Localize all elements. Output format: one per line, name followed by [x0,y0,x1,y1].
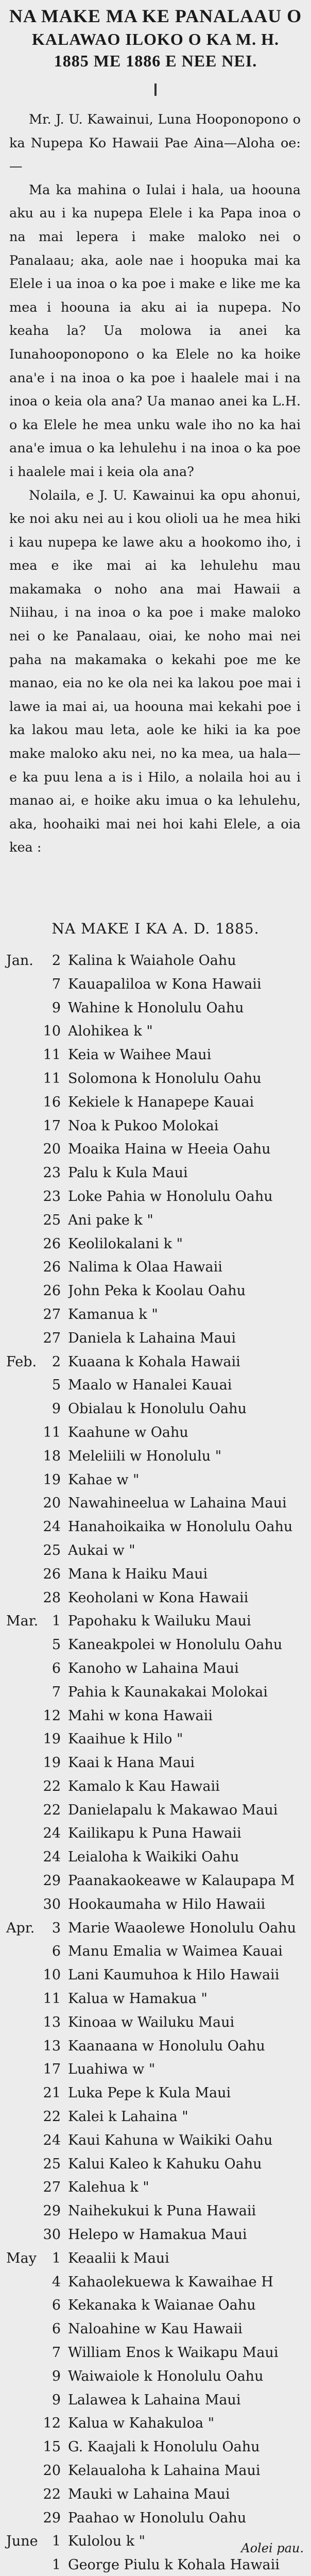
entry-day: 6 [51,1660,61,1676]
entry-name: Kekanaka k Waianae Oahu [68,2297,256,2314]
entry-day: 20 [43,1495,61,1512]
entry-day: 6 [51,2321,61,2337]
entry-name: Mana k Haiku Maui [68,1566,208,1582]
entry-name: Kailikapu k Puna Hawaii [68,1825,241,1842]
entry-day: 6 [51,1943,61,1960]
list-item [0,1657,311,1681]
list-item [0,1091,311,1114]
list-item [0,1775,311,1799]
list-item [0,1727,311,1751]
entry-day: 5 [51,1637,61,1653]
entry-name: Kalui Kaleo k Kahuku Oahu [68,2156,262,2172]
continued-note: Aolei pau. [241,2541,304,2555]
entry-day: 9 [51,2392,61,2408]
headline-line-2: KALAWAO ILOKO O KA M. H. [31,30,280,48]
list-item [0,1327,311,1350]
entry-name: Kalehua k " [68,2179,149,2196]
entry-name: Solomona k Honolulu Oahu [68,1070,262,1087]
list-item [0,1751,311,1775]
entry-day: 2 [51,953,61,969]
entry-month: Mar. [6,1613,39,1630]
entry-day: 23 [43,1165,61,1181]
entry-name: Lalawea k Lahaina Maui [68,2392,241,2408]
entry-day: 22 [43,2486,61,2502]
entry-name: Manu Emalia w Waimea Kauai [68,1943,283,1960]
list-item [0,2412,311,2435]
entry-day: 24 [43,1519,61,1535]
entry-day: 17 [43,1117,61,1134]
list-item [0,2294,311,2317]
entry-name: Keoholani w Kona Hawaii [68,1589,249,1606]
list-item [0,1963,311,1987]
entry-day: 20 [43,2463,61,2479]
list-item [0,973,311,996]
entry-day: 29 [43,1873,61,1889]
list-item [0,2341,311,2365]
entry-day: 19 [43,1471,61,1488]
entry-day: 9 [51,1401,61,1417]
list-item [0,1421,311,1445]
entry-day: 16 [43,1094,61,1110]
list-item [0,1256,311,1279]
entry-day: 21 [43,2085,61,2102]
paragraph-1: Ma ka mahina o Iulai i hala, ua hoouna aku au i ka nupepa Elele i ka Papa inoa o na mai lepera i make maloko nei o Panalaau; aka, aole nae i hoopuka mai ka Elele i ua inoa o ka poe i make e like me ka mea i hoouna ia aku ai ia nupepa. No keaha la? Ua molowa ia anei ka Iunahooponopono o ka Elele no ka hoike ana'e i na inoa o ka poe i haalele mai i na inoa o keia ola ana? Ua manao anei ka L.H. o ka Elele he mea unku wale iho no ka hai ana'e imua o ka lehulehu i na inoa o ka poe i haalele mai i keia ola ana? [9,182,301,480]
list-item [0,1209,311,1232]
entry-name: Lani Kaumuhoa k Hilo Hawaii [68,1967,280,1984]
entry-name: Kamanua k " [68,1306,158,1323]
entry-name: Noa k Pukoo Molokai [68,1117,219,1134]
list-item [0,1374,311,1397]
entry-name: Kahae w " [68,1471,140,1488]
entry-day: 13 [43,2038,61,2054]
entry-name: Luahiwa w " [68,2061,156,2078]
list-item [0,1633,311,1657]
entry-day: 26 [43,1566,61,1582]
entry-day: 6 [51,2297,61,2314]
entry-name: Kalina k Waiahole Oahu [68,953,236,969]
entry-day: 19 [43,1731,61,1748]
list-item [0,2247,311,2270]
entry-month: May [6,2250,37,2266]
entry-name: Keia w Waihee Maui [68,1047,212,1063]
list-item [0,1303,311,1327]
entry-month: Jan. [6,953,33,969]
list-item [0,1563,311,1586]
entry-day: 10 [43,1967,61,1984]
entry-day: 7 [51,1684,61,1700]
entry-name: Kelaualoha k Lahaina Maui [68,2463,261,2479]
entry-day: 19 [43,1755,61,1771]
list-item [0,1586,311,1610]
list-item [0,1161,311,1185]
entry-name: Kaanaana w Honolulu Oahu [68,2038,265,2054]
list-item [0,1350,311,1374]
entry-month: June [6,2533,38,2550]
entry-name: Naihekukui k Puna Hawaii [68,2203,256,2219]
list-item [0,1020,311,1043]
entry-day: 26 [43,1283,61,1299]
list-item [0,1799,311,1822]
entry-day: 7 [51,976,61,992]
list-item [0,1232,311,1256]
entry-name: Aukai w " [68,1542,135,1558]
entry-month: Apr. [6,1920,35,1936]
entry-day: 29 [43,2510,61,2526]
list-item [0,1609,311,1633]
entry-name: Keolilokalani k " [68,1235,183,1252]
entry-name: Keaalii k Maui [68,2250,169,2266]
list-item [0,1114,311,1138]
entry-name: Kulolou k " [68,2533,146,2550]
entry-day: 22 [43,1778,61,1794]
entry-name: Palu k Kula Maui [68,1165,188,1181]
entry-day: 1 [51,2557,61,2573]
entry-name: Paanakaokeawe w Kalaupapa M [68,1873,295,1889]
list-item [0,2081,311,2105]
entry-name: Kaui Kahuna w Waikiki Oahu [68,2132,273,2148]
list-item [0,2153,311,2176]
list-item [0,2223,311,2247]
list-item [0,1940,311,1963]
list-item [0,2199,311,2223]
entry-name: Kalua w Kahakuloa " [68,2415,215,2432]
list-item [0,1043,311,1067]
entry-day: 10 [43,1023,61,1040]
entry-name: Leialoha k Waikiki Oahu [68,1849,239,1866]
entry-day: 20 [43,1141,61,1158]
entry-day: 5 [51,1377,61,1394]
entry-name: Waiwaiole k Honolulu Oahu [68,2368,264,2384]
entry-day: 1 [51,2250,61,2266]
article-body [9,108,301,860]
entry-day: 24 [43,1825,61,1842]
entry-name: G. Kaajali k Honolulu Oahu [68,2439,260,2455]
list-item [0,1822,311,1845]
paragraph-salutation: Mr. J. U. Kawainui, Luna Hooponopono o ka Nupepa Ko Hawaii Pae Aina—Aloha oe:— [9,112,301,175]
entry-name: Hanahoikaika w Honolulu Oahu [68,1519,293,1535]
list-item [0,1704,311,1728]
entry-name: Danielapalu k Makawao Maui [68,1802,278,1818]
entry-day: 24 [43,2132,61,2148]
entry-day: 7 [51,2345,61,2361]
entry-name: Moaika Haina w Heeia Oahu [68,1141,271,1158]
list-item [0,1845,311,1869]
list-item [0,1067,311,1091]
list-item [0,2365,311,2388]
headline-line-1: NA MAKE MA KE PANALAAU O [9,6,302,26]
entry-name: Obialau k Honolulu Oahu [68,1401,247,1417]
entry-name: Luka Pepe k Kula Maui [68,2085,231,2102]
list-item [0,1869,311,1893]
entry-name: Kaneakpolei w Honolulu Oahu [68,1637,283,1653]
list-item [0,1397,311,1421]
list-item [0,1279,311,1303]
list-item [0,2483,311,2506]
death-list [0,949,311,2576]
entry-day: 27 [43,1306,61,1323]
list-item [0,1893,311,1917]
entry-day: 25 [43,1212,61,1228]
entry-name: Naloahine w Kau Hawaii [68,2321,243,2337]
entry-day: 24 [43,1849,61,1866]
entry-name: Meleliili w Honolulu " [68,1448,222,1464]
entry-name: Mauki w Lahaina Maui [68,2486,230,2502]
entry-name: Alohikea k " [68,1023,153,1040]
list-item [0,2270,311,2294]
entry-name: Kekiele k Hanapepe Kauai [68,1094,254,1110]
entry-day: 2 [51,1353,61,1370]
entry-name: Loke Pahia w Honolulu Oahu [68,1188,273,1205]
entry-name: John Peka k Koolau Oahu [68,1283,246,1299]
entry-day: 29 [43,2203,61,2219]
entry-name: Marie Waaolewe Honolulu Oahu [68,1920,297,1936]
entry-name: Kalua w Hamakua " [68,1991,208,2007]
entry-day: 25 [43,1542,61,1558]
entry-day: 9 [51,2368,61,2384]
list-item [0,2176,311,2199]
entry-day: 9 [51,999,61,1016]
entry-name: Daniela k Lahaina Maui [68,1330,236,1346]
entry-day: 12 [43,2415,61,2432]
list-item [0,2011,311,2035]
entry-day: 13 [43,2014,61,2030]
entry-name: Kamalo k Kau Hawaii [68,1778,220,1794]
entry-name: Kanoho w Lahaina Maui [68,1660,239,1676]
entry-name: Kinoaa w Wailuku Maui [68,2014,235,2030]
list-item [0,1445,311,1468]
list-item [0,1539,311,1563]
entry-day: 28 [43,1589,61,1606]
list-item [0,1515,311,1539]
entry-name: Wahine k Honolulu Oahu [68,999,244,1016]
entry-day: 17 [43,2061,61,2078]
entry-name: Pahia k Kaunakakai Molokai [68,1684,268,1700]
headline-line-3: 1885 ME 1886 E NEE NEI. [54,52,257,70]
list-item [0,1987,311,2011]
entry-day: 27 [43,1330,61,1346]
list-item [0,2129,311,2153]
list-item [0,2035,311,2058]
entry-name: Ani pake k " [68,1212,153,1228]
entry-name: Maalo w Hanalei Kauai [68,1377,232,1394]
entry-day: 30 [43,1896,61,1912]
list-item [0,1138,311,1161]
list-item [0,2553,311,2576]
entry-name: Papohaku k Wailuku Maui [68,1613,251,1630]
entry-day: 26 [43,1259,61,1276]
list-item [0,1681,311,1704]
entry-day: 11 [43,1047,61,1063]
list-item [0,1185,311,1209]
list-item [0,2388,311,2412]
entry-name: Nawahineelua w Lahaina Maui [68,1495,287,1512]
entry-day: 23 [43,1188,61,1205]
list-item [0,2506,311,2530]
entry-name: Paahao w Honolulu Oahu [68,2510,247,2526]
entry-day: 25 [43,2156,61,2172]
list-item [0,2105,311,2129]
entry-name: Kaai k Hana Maui [68,1755,195,1771]
list-item [0,2058,311,2081]
list-item [0,1917,311,1940]
entry-day: 1 [51,1613,61,1630]
entry-name: Kauapaliloa w Kona Hawaii [68,976,262,992]
entry-day: 4 [51,2274,61,2290]
entry-day: 11 [43,1991,61,2007]
list-item [0,949,311,973]
entry-day: 26 [43,1235,61,1252]
entry-day: 15 [43,2439,61,2455]
paragraph-2: Nolaila, e J. U. Kawainui ka opu ahonui, ke noi aku nei au i kou olioli ua he mea hiki i kau nupepa ke lawe aku a hookomo iho, i mea e ike mai ai ka lehulehu mau makamaka o noho ana mai Hawaii a Niihau, i na inoa o ka poe i make maloko nei o ke Panalaau, oiai, ke noho mai nei paha na makamaka o kekahi poe me ke manao, eia no ke ola nei ka lakou poe mai i lawe ia mai ai, ua hoouna mai kekahi poe i ka lakou mau leta, aole ke hiki ia ka poe make maloko aku nei, no ka mea, ua hala—e ka puu lena a is i Hilo, a nolaila hoi au i manao ai, e hoike aku imua o ka lehulehu, aka, hoohaiki mai nei hoi kahi Elele, a oia kea : [9,487,301,856]
death-list-title: NA MAKE I KA A. D. 1885. [51,920,260,937]
entry-name: Kahaolekuewa k Kawaihae H [68,2274,273,2290]
entry-day: 18 [43,1448,61,1464]
list-item [0,2317,311,2341]
list-item [0,1468,311,1492]
entry-name: Hookaumaha w Hilo Hawaii [68,1896,266,1912]
entry-name: George Piulu k Kohala Hawaii [68,2557,280,2573]
list-item [0,2459,311,2483]
entry-day: 30 [43,2227,61,2243]
entry-day: 3 [51,1920,61,1936]
entry-day: 22 [43,2109,61,2125]
entry-month: Feb. [6,1353,37,1370]
entry-day: 22 [43,1802,61,1818]
entry-day: 1 [51,2533,61,2550]
entry-name: Kaaihue k Hilo " [68,1731,183,1748]
entry-name: Kaahune w Oahu [68,1424,188,1440]
entry-name: Kalei k Lahaina " [68,2109,188,2125]
entry-name: Mahi w kona Hawaii [68,1707,213,1724]
entry-day: 11 [43,1424,61,1440]
entry-name: Kuaana k Kohala Hawaii [68,1353,240,1370]
list-item [0,996,311,1020]
entry-day: 12 [43,1707,61,1724]
entry-name: Helepo w Hamakua Maui [68,2227,247,2243]
entry-name: Nalima k Olaa Hawaii [68,1259,222,1276]
entry-name: William Enos k Waikapu Maui [68,2345,279,2361]
entry-day: 11 [43,1070,61,1087]
entry-day: 27 [43,2179,61,2196]
list-item [0,2435,311,2459]
list-item [0,1492,311,1515]
